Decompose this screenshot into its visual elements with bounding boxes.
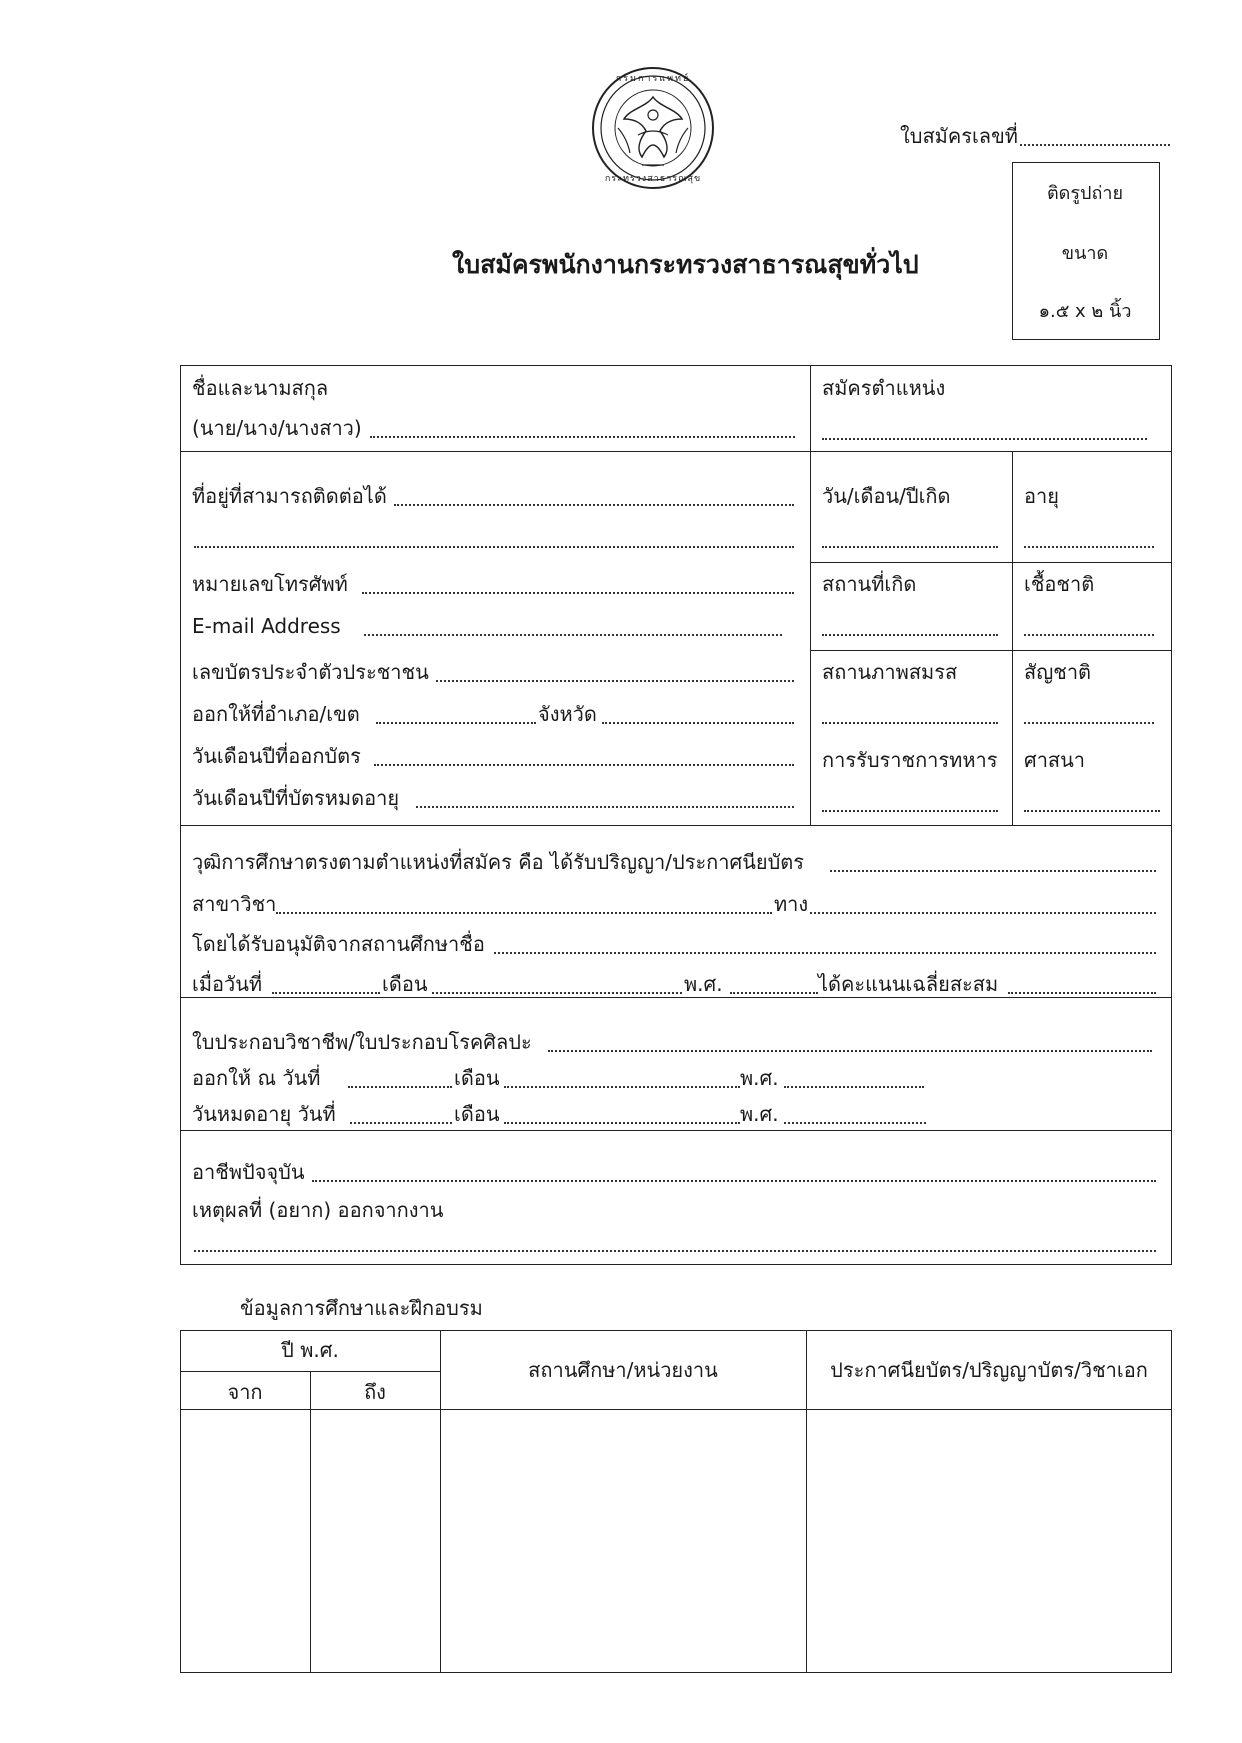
religion-label: ศาสนา (1024, 748, 1086, 772)
age-field[interactable] (1024, 546, 1154, 548)
major-label: สาขาวิชา (192, 892, 277, 916)
license-issued-label: ออกให้ ณ วันที่ (192, 1066, 321, 1090)
expiry-date-field[interactable] (416, 806, 794, 808)
institution-label: โดยได้รับอนุมัติจากสถานศึกษาชื่อ (192, 932, 485, 956)
province-field[interactable] (602, 722, 794, 724)
issue-date-label: วันเดือนปีที่ออกบัตร (192, 744, 361, 768)
email-label: E-mail Address (192, 614, 341, 638)
nationality-field[interactable] (1024, 722, 1154, 724)
current-occupation-label: อาชีพปัจจุบัน (192, 1160, 305, 1184)
phone-field[interactable] (362, 592, 794, 594)
license-field[interactable] (548, 1050, 1152, 1052)
address-label: ที่อยู่ที่สามารถติดต่อได้ (192, 484, 387, 508)
birthdate-label: วัน/เดือน/ปีเกิด (822, 484, 951, 508)
training-heading: ข้อมูลการศึกษาและฝึกอบรม (240, 1296, 483, 1320)
license-label: ใบประกอบวิชาชีพ/ใบประกอบโรคศิลปะ (192, 1030, 532, 1054)
gpa-label: ได้คะแนนเฉลี่ยสะสม (818, 972, 999, 996)
qualification-label: วุฒิการศึกษาตรงตามตำแหน่งที่สมัคร คือ ได้รับปริญญา/ประกาศนียบัตร (192, 850, 805, 874)
application-no-label: ใบสมัครเลขที่ (900, 124, 1018, 148)
marital-label: สถานภาพสมรส (822, 660, 958, 684)
license-expiry-month-field[interactable] (504, 1122, 740, 1124)
institution-field[interactable] (494, 952, 1156, 954)
title-options-label: (นาย/นาง/นางสาว) (192, 416, 362, 440)
license-expiry-date-field[interactable] (350, 1122, 452, 1124)
page-title: ใบสมัครพนักงานกระทรวงสาธารณสุขทั่วไป (452, 250, 919, 279)
issued-at-field[interactable] (376, 722, 536, 724)
leave-reason-label: เหตุผลที่ (อยาก) ออกจากงาน (192, 1198, 444, 1222)
track-field[interactable] (810, 912, 1156, 914)
nationality-label: สัญชาติ (1024, 660, 1092, 684)
id-card-label: เลขบัตรประจำตัวประชาชน (192, 660, 429, 684)
birthplace-label: สถานที่เกิด (822, 572, 917, 596)
current-occupation-field[interactable] (312, 1180, 1156, 1182)
leave-reason-field[interactable] (194, 1250, 1156, 1252)
age-label: อายุ (1024, 484, 1059, 508)
license-expiry-year-label: พ.ศ. (740, 1102, 779, 1126)
military-label: การรับราชการทหาร (822, 748, 998, 772)
application-no-field[interactable] (1020, 144, 1170, 146)
training-cell-to[interactable] (312, 1411, 438, 1671)
ethnicity-field[interactable] (1024, 634, 1154, 636)
training-cell-degree[interactable] (808, 1411, 1170, 1671)
license-issued-month-field[interactable] (504, 1086, 740, 1088)
photo-box-line3: ๑.๕ x ๒ นิ้ว (1038, 301, 1132, 322)
photo-box-line1: ติดรูปถ่าย (1046, 183, 1124, 204)
training-cell-institution[interactable] (442, 1411, 804, 1671)
edu-year-label: พ.ศ. (684, 972, 723, 996)
seal-logo (590, 65, 716, 191)
license-issued-year-field[interactable] (784, 1086, 924, 1088)
license-expiry-month-label: เดือน (454, 1102, 500, 1126)
track-label: ทาง (774, 892, 809, 916)
qualification-field[interactable] (830, 870, 1156, 872)
col-institution-header: สถานศึกษา/หน่วยงาน (528, 1358, 718, 1382)
col-from-header: จาก (227, 1380, 263, 1404)
photo-box-line2: ขนาด (1061, 243, 1109, 264)
email-field[interactable] (364, 634, 782, 636)
col-degree-header: ประกาศนียบัตร/ปริญญาบัตร/วิชาเอก (830, 1358, 1148, 1382)
expiry-date-label: วันเดือนปีที่บัตรหมดอายุ (192, 786, 400, 810)
name-field[interactable] (370, 436, 795, 438)
training-cell-from[interactable] (182, 1411, 308, 1671)
license-expiry-label: วันหมดอายุ วันที่ (192, 1102, 336, 1126)
edu-date-label: เมื่อวันที่ (192, 972, 263, 996)
address-field-2[interactable] (194, 546, 794, 548)
license-issued-year-label: พ.ศ. (740, 1066, 779, 1090)
edu-month-field[interactable] (432, 992, 682, 994)
position-label: สมัครตำแหน่ง (822, 376, 946, 400)
license-issued-month-label: เดือน (454, 1066, 500, 1090)
ethnicity-label: เชื้อชาติ (1024, 572, 1095, 596)
birthplace-field[interactable] (822, 634, 998, 636)
military-field[interactable] (822, 810, 998, 812)
edu-date-field[interactable] (272, 992, 380, 994)
seal-text-bottom: กระทรวงสาธารณสุข (604, 174, 702, 184)
phone-label: หมายเลขโทรศัพท์ (192, 572, 348, 596)
seal-text-top: กรมการแพทย์ (615, 74, 691, 84)
marital-field[interactable] (822, 722, 998, 724)
edu-month-label: เดือน (382, 972, 428, 996)
license-issued-date-field[interactable] (348, 1086, 452, 1088)
name-label: ชื่อและนามสกุล (192, 376, 329, 400)
edu-year-field[interactable] (730, 992, 818, 994)
major-field[interactable] (276, 912, 772, 914)
id-card-field[interactable] (436, 680, 794, 682)
religion-field[interactable] (1024, 810, 1160, 812)
position-field[interactable] (822, 438, 1147, 440)
gpa-field[interactable] (1008, 992, 1156, 994)
address-field-1[interactable] (394, 504, 794, 506)
province-label: จังหวัด (538, 702, 597, 726)
birthdate-field[interactable] (822, 546, 998, 548)
license-expiry-year-field[interactable] (784, 1122, 926, 1124)
issue-date-field[interactable] (374, 764, 794, 766)
col-year-header: ปี พ.ศ. (281, 1338, 339, 1362)
issued-at-label: ออกให้ที่อำเภอ/เขต (192, 702, 360, 726)
col-to-header: ถึง (364, 1380, 386, 1404)
